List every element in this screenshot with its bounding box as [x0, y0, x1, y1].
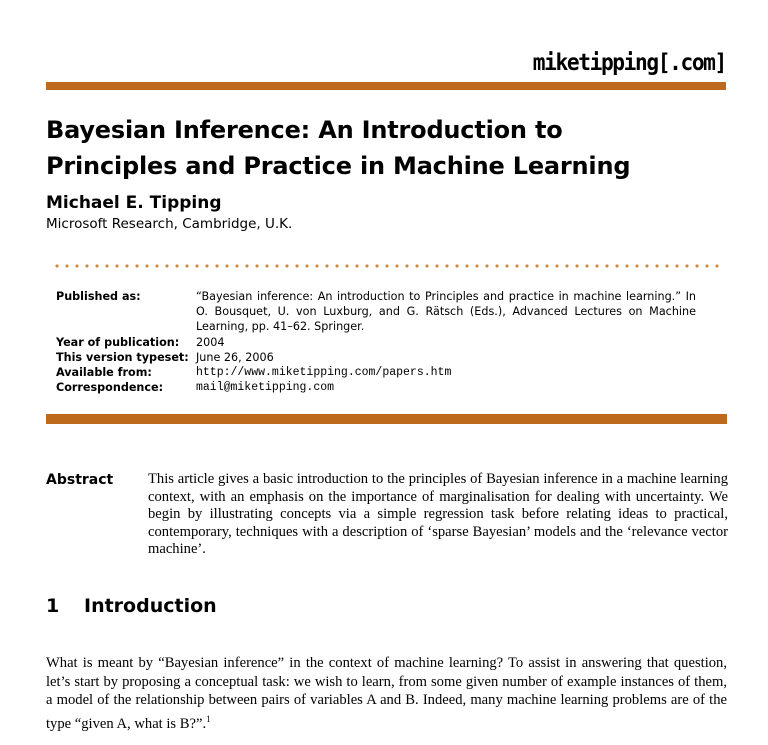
meta-label: Published as: — [56, 290, 141, 303]
title-line-1: Bayesian Inference: An Introduction to — [46, 116, 563, 144]
introduction-paragraph — [46, 654, 727, 733]
section-number: 1 — [46, 595, 60, 617]
section-title: Introduction — [84, 595, 217, 617]
meta-row-correspondence — [56, 380, 696, 395]
meta-value: “Bayesian inference: An introduction to Principles and practice in machine learning.” In O. Bousquet, U. von Luxburg, and G. Rätsch (Eds.), Advanced Lectures on Machine Learning, pp. 41–62. Springer. — [196, 290, 696, 334]
footnote-marker[interactable]: 1 — [206, 713, 211, 724]
meta-row-available — [56, 365, 696, 380]
meta-bottom-rule — [46, 414, 727, 424]
dotted-divider — [52, 264, 720, 268]
paragraph-text: What is meant by “Bayesian inference” in the context of machine learning? To assist in answering that question, let’s start by proposing a conceptual task: we wish to learn, from some given number of example instances of them, a model of the relationship between pairs of variables A and B. Indeed, many machine learning problems are of the type “given A, what is B?”. — [46, 655, 727, 732]
meta-label: This version typeset: — [56, 350, 189, 364]
header-rule — [46, 82, 726, 90]
brand-logo: miketipping[.com] — [532, 50, 726, 76]
paper-title — [46, 112, 630, 184]
meta-label: Year of publication: — [56, 335, 180, 349]
author-affiliation: Microsoft Research, Cambridge, U.K. — [46, 216, 293, 232]
section-heading-introduction — [46, 595, 217, 617]
available-url-link[interactable]: http://www.miketipping.com/papers.htm — [196, 366, 452, 380]
meta-value: 2004 — [196, 335, 225, 349]
meta-label: Available from: — [56, 366, 152, 380]
email-link[interactable]: mail@miketipping.com — [196, 381, 335, 395]
meta-label: Correspondence: — [56, 381, 164, 395]
abstract-text: This article gives a basic introduction to the principles of Bayesian inference in a machine learning context, with an emphasis on the importance of marginalisation for dealing with uncertainty. We begin by illustrating concepts via a simple regression task before relating ideas to practical, contemporary, techniques with a description of ‘sparse Bayesian’ models and the ‘relevance vector machine’. — [148, 471, 728, 558]
author-name: Michael E. Tipping — [46, 193, 222, 213]
title-line-2: Principles and Practice in Machine Learning — [46, 152, 631, 180]
publication-meta — [56, 289, 696, 395]
abstract-label: Abstract — [46, 472, 114, 488]
meta-row-typeset — [56, 350, 696, 365]
meta-value: June 26, 2006 — [196, 350, 274, 364]
meta-row-year — [56, 335, 696, 350]
meta-row-published — [56, 289, 696, 335]
